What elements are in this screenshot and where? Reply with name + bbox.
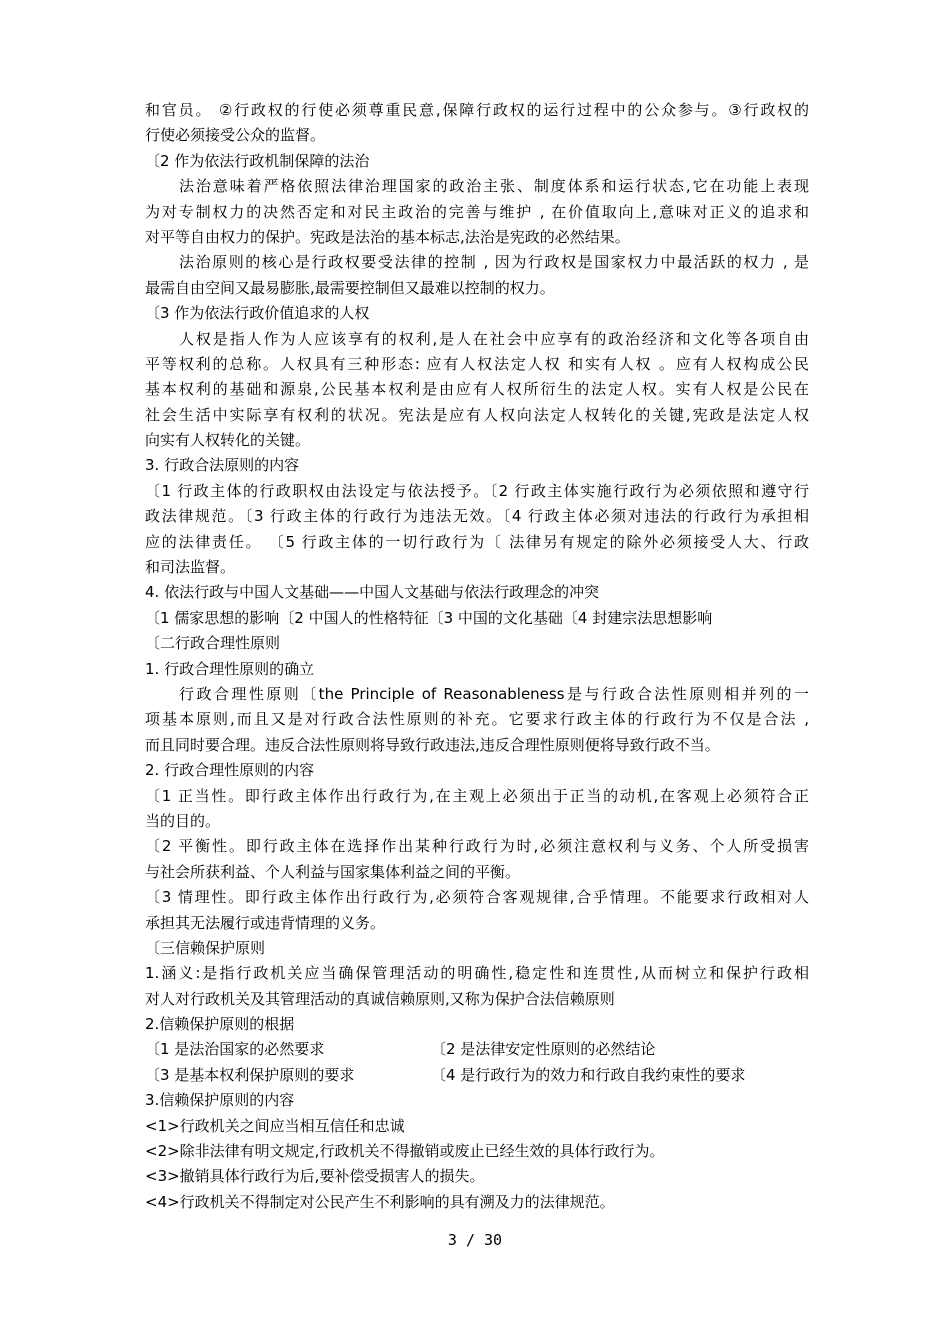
section-heading: 2. 行政合理性原则的内容 bbox=[145, 761, 315, 780]
basis-item: 〔1 是法治国家的必然要求 bbox=[145, 1040, 325, 1059]
paragraph-line: 承担其无法履行或违背情理的义务。 bbox=[145, 913, 386, 932]
paragraph-line: 法治意味着严格依照法律治理国家的政治主张、制度体系和运行状态,它在功能上表现 bbox=[179, 177, 809, 196]
paragraph-line: 和官员。 ②行政权的行使必须尊重民意,保障行政权的运行过程中的公众参与。③行政权的 bbox=[145, 101, 809, 119]
list-item: <2>除非法律有明文规定,行政机关不得撤销或废止已经生效的具体行政行为。 bbox=[145, 1142, 665, 1161]
section-heading: 3.信赖保护原则的内容 bbox=[145, 1091, 295, 1110]
basis-item: 〔3 是基本权利保护原则的要求 bbox=[145, 1065, 355, 1084]
paragraph-line: 1.涵义:是指行政机关应当确保管理活动的明确性,稳定性和连贯性,从而树立和保护行政相 bbox=[145, 964, 809, 983]
page-number: 3 / 30 bbox=[447, 1231, 503, 1249]
section-heading: 2.信赖保护原则的根据 bbox=[145, 1015, 295, 1034]
paragraph-line: 而且同时要合理。违反合法性原则将导致行政违法,违反合理性原则便将导致行政不当。 bbox=[145, 735, 720, 754]
paragraph-line: 社会生活中实际享有权利的状况。宪法是应有人权向法定人权转化的关键,宪政是法定人权 bbox=[145, 405, 809, 424]
section-heading: 4. 依法行政与中国人文基础——中国人文基础与依法行政理念的冲突 bbox=[145, 583, 600, 602]
paragraph-line: 平等权利的总称。人权具有三种形态: 应有人权法定人权 和实有人权 。应有人权构成公民 bbox=[145, 354, 809, 373]
paragraph-line: 〔3 情理性。即行政主体作出行政行为,必须符合客观规律,合乎情理。不能要求行政相对人 bbox=[145, 888, 809, 907]
paragraph-line: 向实有人权转化的关键。 bbox=[145, 431, 311, 450]
paragraph-line: 〔1 行政主体的行政职权由法设定与依法授予。〔2 行政主体实施行政行为必须依照和遵守行 bbox=[145, 481, 809, 500]
paragraph-line: 行使必须接受公众的监督。 bbox=[145, 126, 326, 145]
section-heading: 3. 行政合法原则的内容 bbox=[145, 456, 300, 475]
section-heading: 〔3 作为依法行政价值追求的人权 bbox=[145, 304, 370, 323]
paragraph-line: 应的法律责任。 〔5 行政主体的一切行政行为〔 法律另有规定的除外必须接受人大、行政 bbox=[145, 532, 809, 551]
paragraph-line: 政法律规范。〔3 行政主体的行政行为违法无效。〔4 行政主体必须对违法的行政行为承担相 bbox=[145, 507, 809, 526]
paragraph-line: 最需自由空间又最易膨胀,最需要控制但又最难以控制的权力。 bbox=[145, 278, 555, 297]
section-heading: 〔二行政合理性原则 bbox=[145, 634, 281, 653]
list-item: <3>撤销具体行政行为后,要补偿受损害人的损失。 bbox=[145, 1167, 485, 1186]
basis-item: 〔2 是法律安定性原则的必然结论 bbox=[431, 1040, 656, 1059]
paragraph-line: 法治原则的核心是行政权要受法律的控制 , 因为行政权是国家权力中最活跃的权力 , 是 bbox=[179, 253, 809, 272]
section-heading: 〔三信赖保护原则 bbox=[145, 938, 266, 957]
page-body bbox=[145, 98, 809, 1215]
paragraph-line: 人权是指人作为人应该享有的权利,是人在社会中应享有的政治经济和文化等各项自由 bbox=[179, 329, 809, 348]
section-heading: 〔2 作为依法行政机制保障的法治 bbox=[145, 151, 370, 170]
paragraph-line: 对平等自由权力的保护。宪政是法治的基本标志,法治是宪政的必然结果。 bbox=[145, 227, 630, 246]
paragraph-line: 基本权利的基础和源泉,公民基本权利是由应有人权所衍生的法定人权。实有人权是公民在 bbox=[145, 380, 809, 399]
paragraph-line: 与社会所获利益、个人利益与国家集体利益之间的平衡。 bbox=[145, 862, 521, 881]
basis-row bbox=[145, 1037, 809, 1062]
basis-item: 〔4 是行政行为的效力和行政自我约束性的要求 bbox=[431, 1065, 746, 1084]
paragraph-line: 为对专制权力的决然否定和对民主政治的完善与维护 , 在价值取向上,意味对正义的追求和 bbox=[145, 202, 809, 221]
paragraph-line: 当的目的。 bbox=[145, 811, 221, 830]
paragraph-line: 对人对行政机关及其管理活动的真诚信赖原则,又称为保护合法信赖原则 bbox=[145, 989, 615, 1008]
section-heading: 1. 行政合理性原则的确立 bbox=[145, 659, 315, 678]
paragraph-line: 行政合理性原则〔the Principle of Reasonableness是与行政合法性原则相并列的一 bbox=[179, 684, 809, 703]
list-item: <1>行政机关之间应当相互信任和忠诚 bbox=[145, 1116, 405, 1135]
paragraph-line: 项基本原则,而且又是对行政合法性原则的补充。它要求行政主体的行政行为不仅是合法 , bbox=[145, 710, 809, 729]
basis-row bbox=[145, 1063, 809, 1088]
list-item: <4>行政机关不得制定对公民产生不利影响的具有溯及力的法律规范。 bbox=[145, 1192, 615, 1211]
paragraph-line: 〔1 正当性。即行政主体作出行政行为,在主观上必须出于正当的动机,在客观上必须符合正 bbox=[145, 786, 809, 805]
paragraph-line: 〔2 平衡性。即行政主体在选择作出某种行政行为时,必须注意权利与义务、个人所受损害 bbox=[145, 837, 809, 856]
paragraph-line: 和司法监督。 bbox=[145, 558, 236, 577]
paragraph-line: 〔1 儒家思想的影响〔2 中国人的性格特征〔3 中国的文化基础〔4 封建宗法思想影响 bbox=[145, 608, 713, 627]
